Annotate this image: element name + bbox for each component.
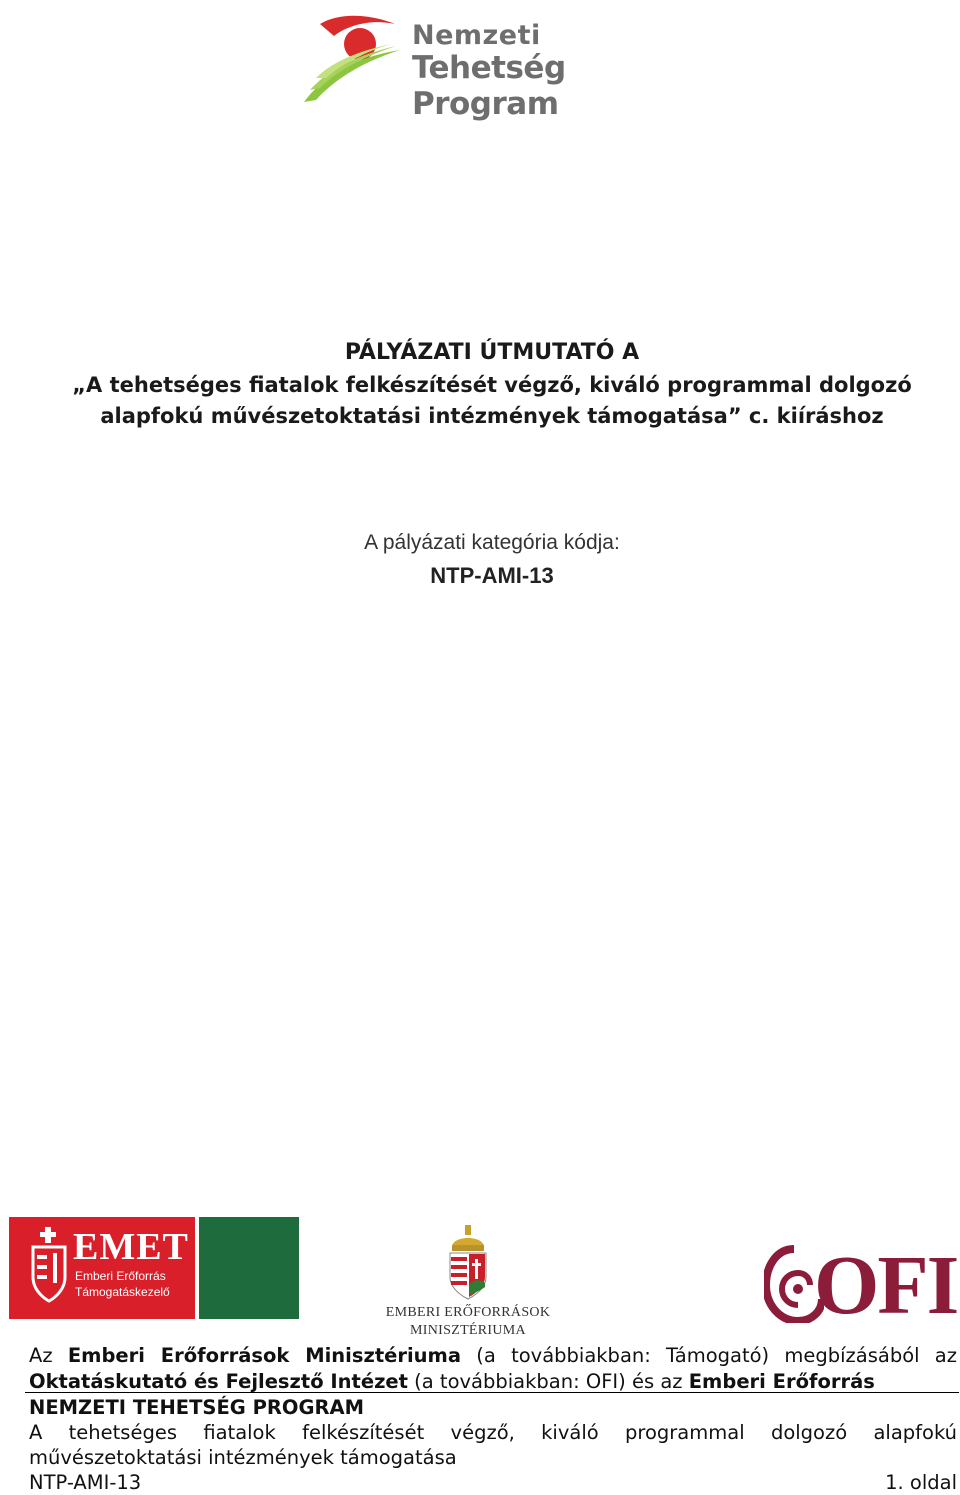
emmi-logo: [380, 1225, 556, 1343]
emmi-logo-line2: MINISZTÉRIUMA: [410, 1323, 526, 1338]
emet-green-block: [199, 1217, 299, 1319]
ntp-swoosh-icon: [300, 14, 412, 106]
footer-word: dolgozó: [770, 1421, 848, 1444]
footer-code: NTP-AMI-13: [29, 1471, 142, 1494]
footer-word: felkészítését: [302, 1421, 425, 1444]
footer-bottom-line: [29, 1470, 957, 1495]
emet-logo-sub1: Emberi Erőforrás: [75, 1269, 166, 1283]
footer-word: végző,: [450, 1421, 515, 1444]
intro-resource: Emberi Erőforrás: [688, 1370, 875, 1393]
coat-of-arms-icon: [29, 1227, 69, 1307]
emet-logo: [9, 1217, 299, 1319]
title-line-2: [0, 404, 960, 428]
category-label: A pályázati kategória kódja:: [364, 531, 620, 554]
footer-word: kiváló: [541, 1421, 599, 1444]
hungarian-coat-of-arms-icon: [446, 1225, 490, 1301]
footer-word: alapfokú: [873, 1421, 957, 1444]
page-footer: [29, 1395, 957, 1495]
footer-word: tehetséges: [68, 1421, 177, 1444]
emet-logo-text: EMET: [73, 1226, 189, 1268]
title-line-2-bold: alapfokú művészetoktatási intézmények támogatása” c.: [100, 404, 770, 428]
ntp-logo-line2: Tehetség Program: [412, 50, 566, 122]
title-line-2-tail: kiíráshoz: [769, 404, 884, 428]
footer-divider: [25, 1392, 959, 1393]
ntp-logo: [300, 14, 690, 122]
intro-text-2: (a továbbiakban: Támogató) megbízásából az: [461, 1344, 957, 1367]
intro-ministry: Emberi Erőforrások Minisztériuma: [67, 1344, 462, 1367]
page-number: 1. oldal: [885, 1471, 957, 1494]
ofi-logo-text: OFI: [814, 1239, 958, 1332]
ofi-logo: [764, 1239, 958, 1332]
footer-description-line1: [29, 1420, 957, 1445]
page-title: PÁLYÁZATI ÚTMUTATÓ A: [344, 340, 640, 365]
footer-word: fiatalok: [203, 1421, 276, 1444]
footer-program-name: NEMZETI TEHETSÉG PROGRAM: [29, 1396, 364, 1419]
footer-word: A: [29, 1421, 43, 1444]
category-code: NTP-AMI-13: [430, 563, 554, 588]
emet-logo-sub2: Támogatáskezelő: [75, 1285, 170, 1299]
emmi-logo-line1: EMBERI ERŐFORRÁSOK: [385, 1305, 551, 1320]
title-line-1: „A tehetséges fiatalok felkészítését végző, kiváló programmal dolgozó: [72, 373, 912, 397]
intro-institute: Oktatáskutató és Fejlesztő Intézet: [29, 1370, 408, 1393]
intro-text-1: Az: [29, 1344, 68, 1367]
footer-word: programmal: [625, 1421, 745, 1444]
footer-description-line2: művészetoktatási intézmények támogatása: [29, 1446, 457, 1469]
intro-paragraph: [29, 1343, 957, 1395]
ntp-logo-line1: Nemzeti: [412, 20, 541, 51]
intro-text-3: (a továbbiakban: OFI) és az: [407, 1370, 689, 1393]
